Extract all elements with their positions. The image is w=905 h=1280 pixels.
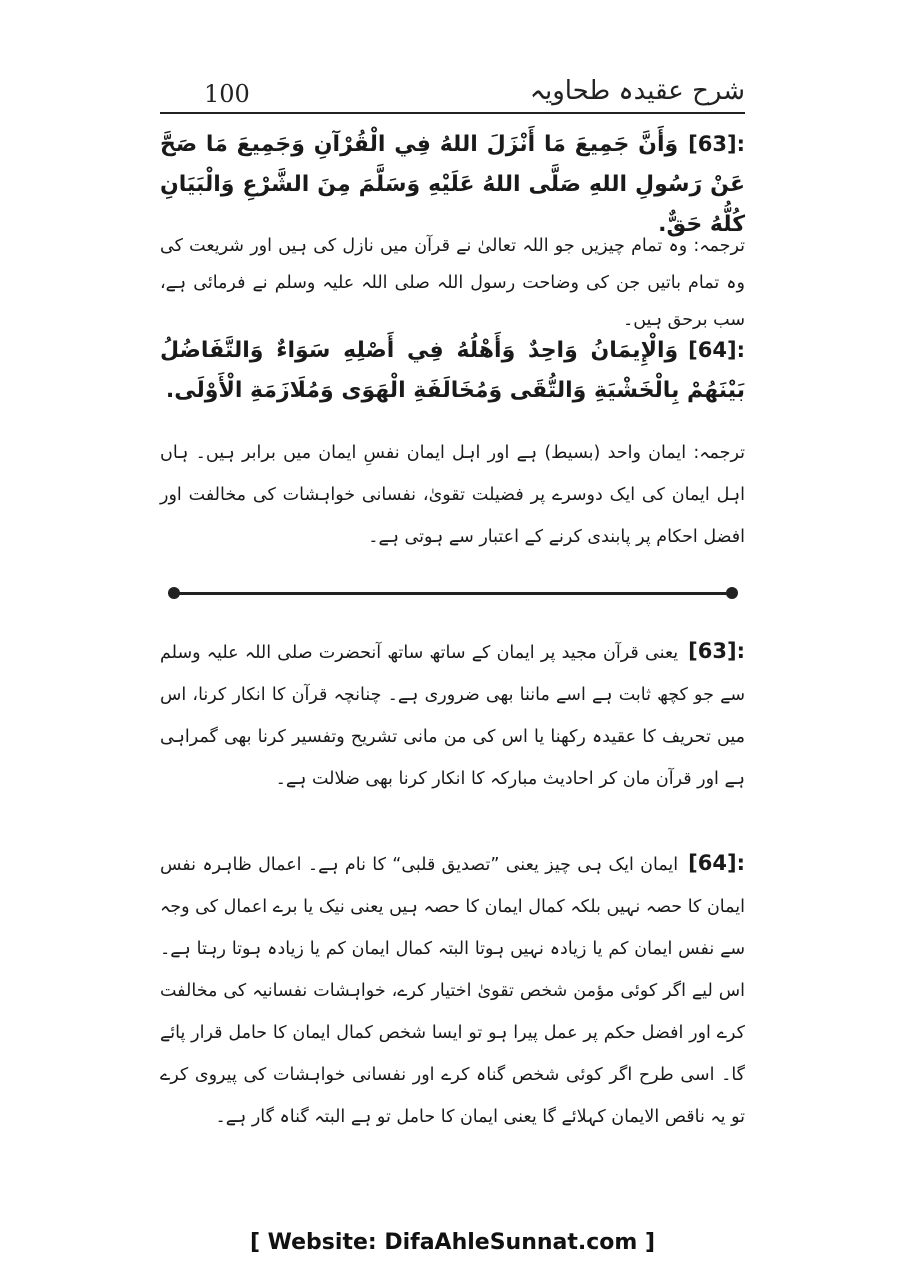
matn-63 <box>160 124 745 245</box>
matn-63-arabic <box>160 124 745 245</box>
section-divider <box>168 586 738 600</box>
matn-64-arabic-text: وَالْإِيمَانُ وَاحِدٌ وَأَهْلُهُ فِي أَصْلِهِ سَوَاءٌ وَالتَّفَاضُلُ بَيْنَهُمْ بِالْخَشْيَةِ وَالتُّقَى وَمُخَالَفَةِ الْهَوَى وَمُلَازَمَةِ الْأَوْلَى. <box>160 338 745 403</box>
sharh-64 <box>160 842 745 1138</box>
book-title: شرح عقیدہ طحاویہ <box>529 76 745 106</box>
page-header <box>160 72 745 114</box>
sharh-63 <box>160 630 745 800</box>
divider-line <box>174 592 732 595</box>
page-number: 100 <box>204 80 250 108</box>
matn-64 <box>160 330 745 411</box>
matn-63-arabic-text: وَأَنَّ جَمِيعَ مَا أَنْزَلَ اللهُ فِي الْقُرْآنِ وَجَمِيعَ مَا صَحَّ عَنْ رَسُولِ اللهِ صَلَّى اللهُ عَلَيْهِ وَسَلَّمَ مِنَ الشَّرْعِ وَالْبَيَانِ كُلُّهُ حَقٌّ. <box>160 132 745 237</box>
sharh-63-number: [63]: <box>688 639 745 663</box>
sharh-64-number: [64]: <box>688 851 745 875</box>
sharh-64-text: ایمان ایک ہی چیز یعنی ”تصدیق قلبی“ کا نام ہے۔ اعمال ظاہرہ نفس ایمان کا حصہ نہیں بلکہ کمال ایمان کا حصہ ہیں یعنی نیک یا برے اعمال کی وجہ سے نفس ایمان کم یا زیادہ نہیں ہوتا البتہ کمال ایمان کم یا زیادہ ہوتا رہتا ہے۔ اس لیے اگر کوئی مؤمن شخص تقویٰ اختیار کرے، خواہشات نفسانیہ کی مخالفت کرے اور افضل حکم پر عمل پیرا ہو تو ایسا شخص کمال ایمان کا حامل قرار پائے گا۔ اسی طرح اگر کوئی شخص گناہ کرے اور نفسانی خواہشات کی پیروی کرے تو یہ ناقص الایمان کہلائے گا یعنی ایمان کا حامل تو ہے البتہ گناہ گار ہے۔ <box>160 855 745 1127</box>
matn-64-arabic <box>160 330 745 411</box>
matn-64-translation: ترجمہ: ایمان واحد (بسیط) ہے اور اہل ایمان نفسِ ایمان میں برابر ہیں۔ ہاں اہل ایمان کی ایک دوسرے پر فضیلت تقویٰ، نفسانی خواہشات کی مخالفت اور افضل احکام پر پابندی کرنے کے اعتبار سے ہوتی ہے۔ <box>160 443 745 547</box>
matn-64-number: [64]: <box>688 338 745 362</box>
matn-63-translation: ترجمہ: وہ تمام چیزیں جو اللہ تعالیٰ نے قرآن میں نازل کی ہیں اور شریعت کی وہ تمام باتیں جن کی وضاحت رسول اللہ صلی اللہ علیہ وسلم نے فرمائی ہے، سب برحق ہیں۔ <box>160 236 745 330</box>
sharh-63-text: یعنی قرآن مجید پر ایمان کے ساتھ ساتھ آنحضرت صلی اللہ علیہ وسلم سے جو کچھ ثابت ہے اسے ماننا بھی ضروری ہے۔ چنانچہ قرآن کا انکار کرنا، اس میں تحریف کا عقیدہ رکھنا یا اس کی من مانی تشریح وتفسیر کرنا بھی گمراہی ہے اور قرآن مان کر احادیث مبارکہ کا انکار کرنا بھی ضلالت ہے۔ <box>160 643 745 789</box>
matn-63-number: [63]: <box>688 132 745 156</box>
divider-dot-right <box>726 587 738 599</box>
divider-dot-left <box>168 587 180 599</box>
website-footer: [ Website: DifaAhleSunnat.com ] <box>249 1230 656 1255</box>
